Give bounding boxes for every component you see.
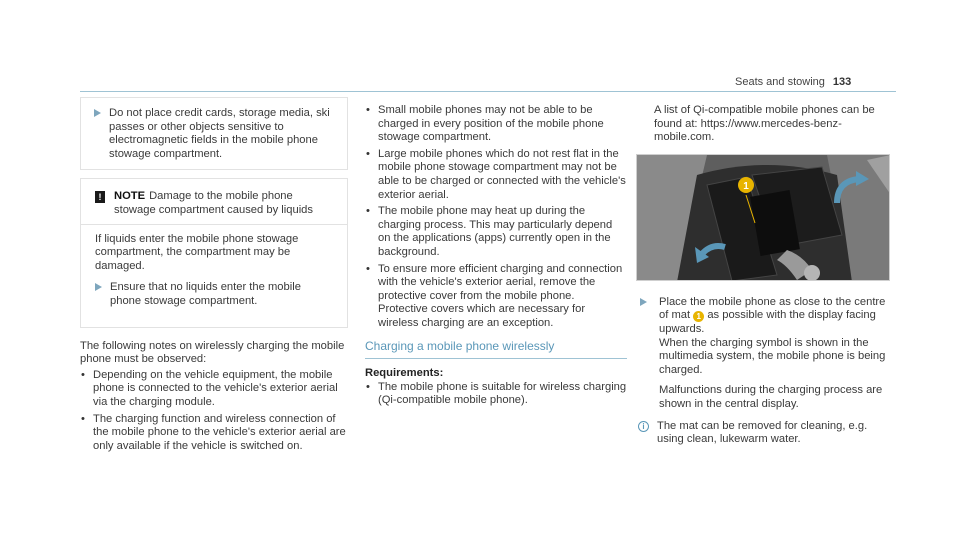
- tip-text: Do not place credit cards, storage media, ski passes or other objects sensitive to electromagnetic fields in the mobile phone stowage compartment.: [109, 107, 330, 160]
- callout-number: 1: [743, 180, 749, 192]
- warning-icon: !: [95, 191, 105, 203]
- step-arrow-icon: [640, 298, 647, 306]
- step-arrow-icon: [94, 109, 101, 117]
- list-item: • To ensure more efficient charging and connection with the vehicle's exterior aerial, remove the protective cover from the mobile phone. Protective covers which are necessary for wireless charging are an exception.: [365, 263, 627, 331]
- note-body: [81, 225, 347, 327]
- list-item: • The mobile phone is suitable for wireless charging (Qi-compatible mobile phone).: [365, 381, 627, 408]
- column-right: [636, 104, 896, 447]
- column-middle: [365, 104, 627, 411]
- info-note: [636, 420, 896, 447]
- list-item: • Depending on the vehicle equipment, the mobile phone is connected to the vehicle's exterior aerial via the charging module.: [80, 369, 348, 410]
- section-title: Charging a mobile phone wirelessly: [365, 340, 627, 360]
- requirements-list: [365, 381, 627, 408]
- requirements-label: Requirements:: [365, 367, 444, 380]
- header-section: Seats and stowing: [735, 76, 825, 88]
- note-title: Damage to the mobile phone stowage compartment caused by liquids: [114, 190, 313, 216]
- note-action: Ensure that no liquids enter the mobile phone stowage compartment.: [110, 281, 301, 307]
- note-label: NOTE: [114, 190, 146, 203]
- info-text: The mat can be removed for cleaning, e.g. using clean, lukewarm water.: [657, 419, 868, 446]
- step-text-b: as possible with the display facing upwards.: [659, 309, 876, 335]
- column-left: [80, 97, 348, 456]
- note-body-text: If liquids enter the mobile phone stowage compartment, the compartment may be damaged.: [95, 232, 299, 272]
- list-item: • The charging function and wireless connection of the mobile phone to the vehicle's exterior aerial are only available if the vehicle is switched on.: [80, 413, 348, 454]
- list-item: • The mobile phone may heat up during the charging process. This may particularly depend on the applications (apps) currently open in the background.: [365, 205, 627, 259]
- bullet-list: [365, 104, 627, 331]
- stowage-compartment-photo: [636, 154, 890, 281]
- bullet-list: [80, 369, 348, 454]
- callout-1-icon: 1: [693, 311, 704, 322]
- page-number: 133: [832, 76, 852, 88]
- step-arrow-icon: [95, 283, 102, 291]
- note-box: [80, 178, 348, 327]
- tip-box: [80, 97, 348, 170]
- instruction-step: [636, 296, 896, 419]
- page-header: [735, 76, 851, 88]
- qi-list-text: A list of Qi-compatible mobile phones can be found at: https://www.mercedes-benz-mobile.com.: [654, 104, 875, 144]
- note-header: [81, 179, 347, 224]
- intro-text: The following notes on wirelessly charging the mobile phone must be observed:: [80, 339, 345, 366]
- list-item: • Small mobile phones may not be able to be charged in every position of the mobile phone stowage compartment.: [365, 104, 627, 145]
- info-icon: i: [638, 421, 649, 432]
- stowage-illustration: [637, 155, 890, 281]
- step-text-c: When the charging symbol is shown in the multimedia system, the mobile phone is being charged.: [659, 336, 886, 376]
- header-rule: [80, 91, 896, 92]
- step-text-d: Malfunctions during the charging process are shown in the central display.: [659, 384, 883, 410]
- list-item: • Large mobile phones which do not rest flat in the mobile phone stowage compartment may not be able to be charged or connected with the vehicle's exterior aerial.: [365, 148, 627, 202]
- step-text-a: Place the mobile phone as close to the centre of mat: [659, 295, 886, 322]
